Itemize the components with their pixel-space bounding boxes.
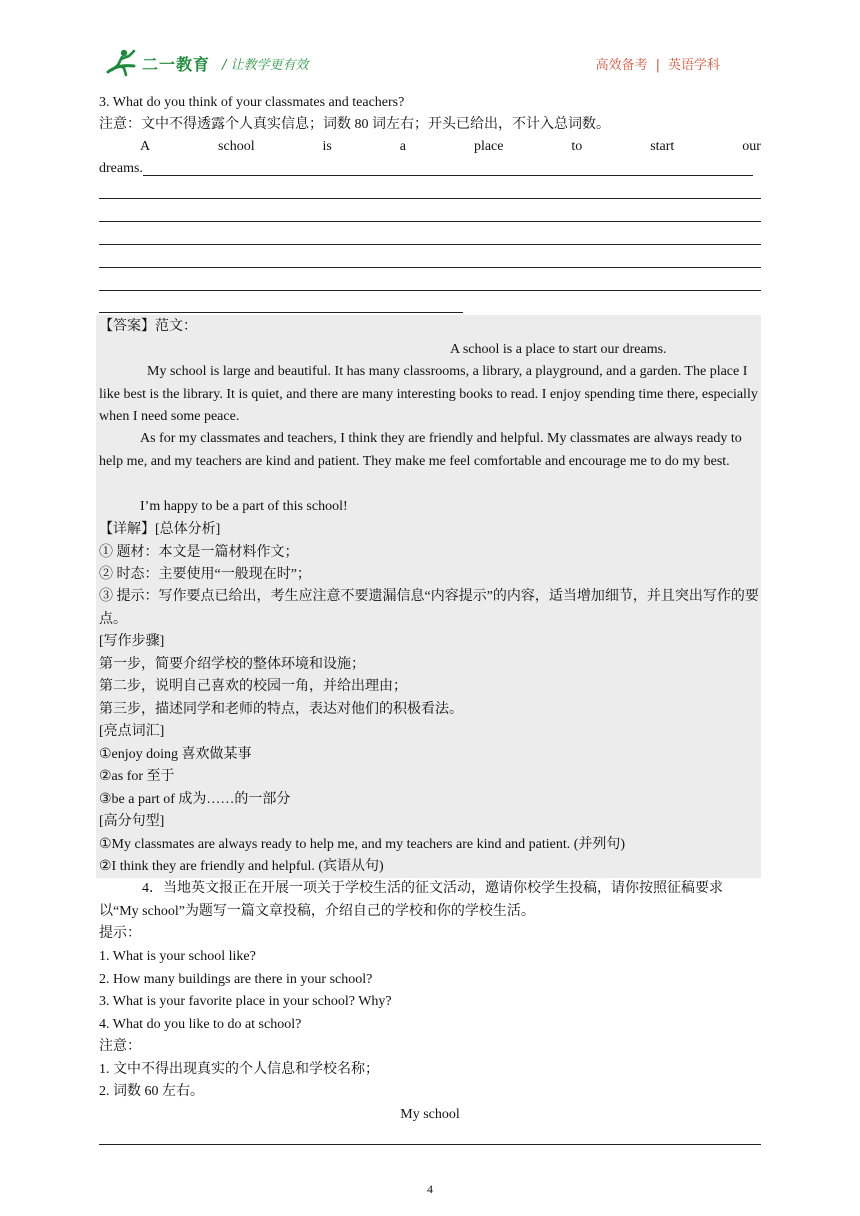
page-number: 4 bbox=[427, 1182, 433, 1196]
sentence-label: [高分句型] bbox=[99, 814, 165, 829]
model-paragraph-2: As for my classmates and teachers, I think they are friendly and helpful. My classmates are always ready to help me, and my teachers are kind and patient. They make me feel comfortable and encourage me to do my best. bbox=[99, 431, 742, 469]
note-label: 注意： bbox=[99, 1039, 141, 1054]
detail-item: ③ 提示：写作要点已给出，考生应注意不要遗漏信息“内容提示”的内容，适当增加细节，并且突出写作的要点。 bbox=[99, 589, 759, 627]
detail-item: ① 题材：本文是一篇材料作文； bbox=[99, 545, 299, 560]
answer-label: 【答案】范文： bbox=[99, 319, 197, 334]
steps-label: [写作步骤] bbox=[99, 634, 165, 649]
model-essay-title: A school is a place to start our dreams. bbox=[450, 342, 667, 357]
model-paragraph-1: My school is large and beautiful. It has many classrooms, a library, a playground, and a garden. The place I like best is the library. It is quiet, and there are many interesting books to read. I enjoy spending time there, especially when I need some peace. bbox=[99, 364, 758, 424]
subject-tag bbox=[596, 54, 720, 73]
tag-left: 高效备考 bbox=[595, 58, 648, 73]
step-item: 第二步，说明自己喜欢的校园一角，并给出理由； bbox=[99, 679, 407, 694]
writing-blank[interactable] bbox=[99, 1144, 761, 1145]
opening-word: our bbox=[742, 139, 761, 154]
model-paragraph-3: I’m happy to be a part of this school! bbox=[140, 499, 348, 514]
answer-line-first bbox=[99, 158, 761, 180]
writing-lines bbox=[99, 198, 761, 318]
opening-end: dreams. bbox=[99, 161, 143, 176]
hint-item: 2. How many buildings are there in your school? bbox=[99, 972, 373, 987]
step-item: 第一步，简要介绍学校的整体环境和设施； bbox=[99, 657, 365, 672]
hint-item: 3. What is your favorite place in your school? Why? bbox=[99, 994, 392, 1009]
runner-icon bbox=[104, 48, 140, 78]
slogan: / 让教学更有效 bbox=[222, 58, 309, 73]
hint-item: 1. What is your school like? bbox=[99, 949, 256, 964]
page-header bbox=[104, 48, 760, 82]
opening-word: place bbox=[473, 139, 504, 154]
opening-word: to bbox=[571, 139, 583, 154]
vocab-item: ②as for 至于 bbox=[99, 769, 175, 784]
opening-word: a bbox=[399, 139, 407, 154]
note-item: 2. 词数 60 左右。 bbox=[99, 1084, 204, 1099]
hint-item: 4. What do you like to do at school? bbox=[99, 1017, 302, 1032]
hint-label: 提示： bbox=[99, 926, 141, 941]
question-4-intro: 4．当地英文报正在开展一项关于学校生活的征文活动，邀请你校学生投稿，请你按照征稿要求以“My school”为题写一篇文章投稿，介绍自己的学校和你的学校生活。 bbox=[99, 881, 723, 919]
step-item: 第三步，描述同学和老师的特点，表达对他们的积极看法。 bbox=[99, 702, 463, 717]
brand-logo bbox=[104, 48, 210, 78]
tag-right: 英语学科 bbox=[667, 58, 720, 73]
sentence-item: ②I think they are friendly and helpful. (宾语从句) bbox=[99, 859, 384, 874]
tag-separator: | bbox=[655, 58, 660, 73]
vocab-label: [亮点词汇] bbox=[99, 724, 165, 739]
writing-blank[interactable] bbox=[99, 198, 761, 199]
writing-blank[interactable] bbox=[143, 158, 753, 176]
opening-word: is bbox=[322, 139, 332, 154]
brand-name: 二一教育 bbox=[142, 54, 211, 74]
vocab-item: ①enjoy doing 喜欢做某事 bbox=[99, 747, 252, 762]
opening-word: school bbox=[218, 139, 255, 154]
detail-item: ② 时态：主要使用“一般现在时”； bbox=[99, 567, 311, 582]
note-item: 1. 文中不得出现真实的个人信息和学校名称； bbox=[99, 1062, 379, 1077]
detail-label: 【详解】[总体分析] bbox=[99, 522, 221, 537]
writing-blank[interactable] bbox=[99, 312, 463, 313]
writing-blank[interactable] bbox=[99, 267, 761, 268]
essay-title: My school bbox=[400, 1107, 460, 1122]
opening-word: start bbox=[650, 139, 675, 154]
question-3: 3. What do you think of your classmates and teachers? bbox=[99, 95, 405, 110]
opening-sentence bbox=[140, 136, 761, 158]
writing-blank[interactable] bbox=[99, 221, 761, 222]
vocab-item: ③be a part of 成为……的一部分 bbox=[99, 792, 291, 807]
note-1: 注意：文中不得透露个人真实信息；词数 80 词左右；开头已给出，不计入总词数。 bbox=[99, 117, 610, 132]
sentence-item: ①My classmates are always ready to help me, and my teachers are kind and patient. (并列句) bbox=[99, 837, 626, 852]
writing-blank[interactable] bbox=[99, 290, 761, 291]
writing-blank[interactable] bbox=[99, 244, 761, 245]
opening-word: A bbox=[140, 139, 151, 154]
